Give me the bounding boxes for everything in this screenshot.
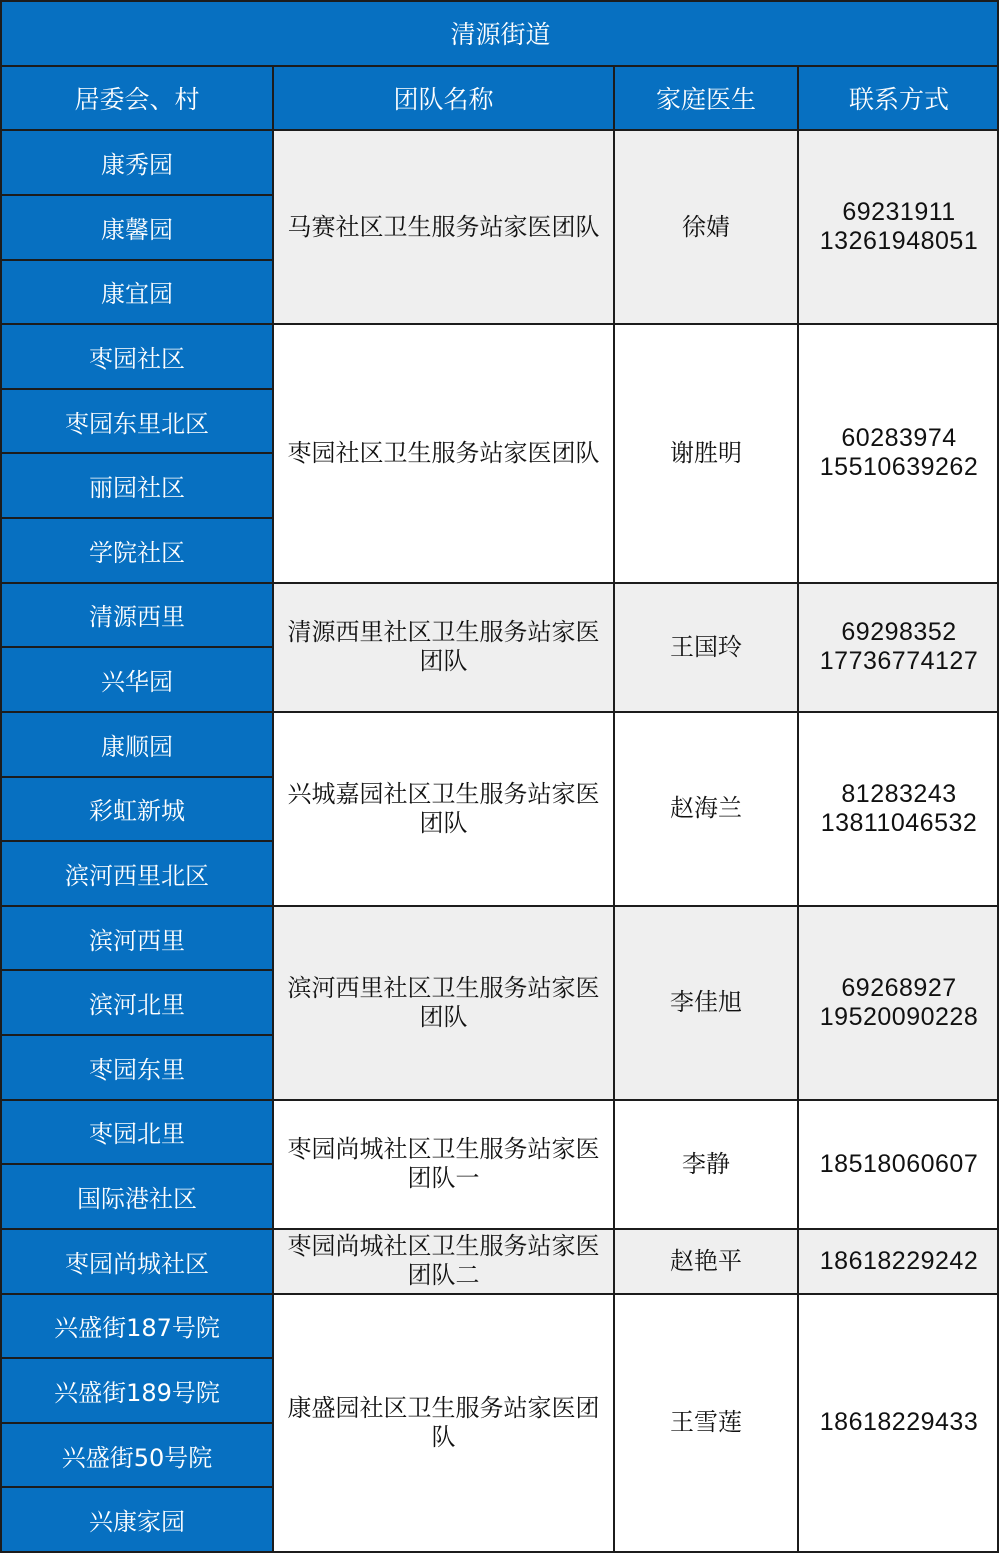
- residence-cell: 兴华园: [1, 647, 273, 712]
- street-title: 清源街道: [1, 1, 999, 66]
- team-name-cell: 滨河西里社区卫生服务站家医团队: [273, 906, 614, 1100]
- doctor-cell: 王雪莲: [614, 1294, 798, 1553]
- team-name-cell: 马赛社区卫生服务站家医团队: [273, 130, 614, 324]
- table-row: [1, 712, 999, 777]
- header-contact: 联系方式: [798, 66, 999, 131]
- residence-cell: 清源西里: [1, 583, 273, 648]
- residence-cell: 康馨园: [1, 195, 273, 260]
- residence-cell: 兴盛街187号院: [1, 1294, 273, 1359]
- phone-number: 15510639262: [819, 453, 979, 482]
- header-row: [1, 66, 999, 131]
- contact-cell: [798, 712, 999, 906]
- contact-cell: [798, 1229, 999, 1294]
- doctor-cell: 赵海兰: [614, 712, 798, 906]
- residence-cell: 兴康家园: [1, 1487, 273, 1552]
- residence-cell: 兴盛街189号院: [1, 1358, 273, 1423]
- table-row: [1, 1294, 999, 1359]
- table-row: [1, 583, 999, 648]
- residence-cell: 康宜园: [1, 260, 273, 325]
- residence-cell: 兴盛街50号院: [1, 1423, 273, 1488]
- doctor-cell: 徐婧: [614, 130, 798, 324]
- residence-cell: 枣园社区: [1, 324, 273, 389]
- phone-number: 18618229433: [819, 1408, 979, 1437]
- contact-cell: [798, 906, 999, 1100]
- residence-cell: 枣园东里: [1, 1035, 273, 1100]
- team-name-cell: 清源西里社区卫生服务站家医团队: [273, 583, 614, 712]
- residence-cell: 康秀园: [1, 130, 273, 195]
- residence-cell: 枣园北里: [1, 1100, 273, 1165]
- team-name-cell: 枣园社区卫生服务站家医团队: [273, 324, 614, 583]
- phone-number: 18618229242: [819, 1246, 979, 1275]
- phone-number: 13261948051: [819, 227, 979, 256]
- contact-cell: [798, 1100, 999, 1229]
- team-name-cell: 枣园尚城社区卫生服务站家医团队二: [273, 1229, 614, 1294]
- contact-cell: [798, 1294, 999, 1553]
- phone-number: 19520090228: [819, 1002, 979, 1031]
- residence-cell: 国际港社区: [1, 1164, 273, 1229]
- phone-number: 81283243: [841, 779, 957, 808]
- table-row: [1, 1229, 999, 1294]
- residence-cell: 滨河西里: [1, 906, 273, 971]
- team-name-cell: 兴城嘉园社区卫生服务站家医团队: [273, 712, 614, 906]
- table-row: [1, 906, 999, 971]
- table-row: [1, 130, 999, 195]
- table-row: [1, 1100, 999, 1165]
- phone-number: 18518060607: [819, 1149, 979, 1178]
- phone-number: 69268927: [841, 973, 957, 1002]
- doctor-cell: 王国玲: [614, 583, 798, 712]
- phone-number: 69231911: [842, 198, 956, 227]
- team-name-cell: 康盛园社区卫生服务站家医团队: [273, 1294, 614, 1553]
- phone-number: 60283974: [841, 424, 957, 453]
- residence-cell: 枣园尚城社区: [1, 1229, 273, 1294]
- residence-cell: 丽园社区: [1, 453, 273, 518]
- header-doctor: 家庭医生: [614, 66, 798, 131]
- residence-cell: 枣园东里北区: [1, 389, 273, 454]
- residence-cell: 滨河西里北区: [1, 841, 273, 906]
- doctor-cell: 李静: [614, 1100, 798, 1229]
- doctor-cell: 李佳旭: [614, 906, 798, 1100]
- phone-number: 69298352: [841, 618, 957, 647]
- contact-cell: [798, 324, 999, 583]
- residence-cell: 学院社区: [1, 518, 273, 583]
- title-row: [1, 1, 999, 66]
- phone-number: 17736774127: [819, 647, 979, 676]
- table-row: [1, 324, 999, 389]
- phone-number: 13811046532: [820, 808, 978, 837]
- doctor-cell: 谢胜明: [614, 324, 798, 583]
- residence-cell: 康顺园: [1, 712, 273, 777]
- header-team: 团队名称: [273, 66, 614, 131]
- residence-cell: 彩虹新城: [1, 777, 273, 842]
- doctor-cell: 赵艳平: [614, 1229, 798, 1294]
- residence-cell: 滨河北里: [1, 970, 273, 1035]
- contact-cell: [798, 583, 999, 712]
- team-name-cell: 枣园尚城社区卫生服务站家医团队一: [273, 1100, 614, 1229]
- header-residence: 居委会、村: [1, 66, 273, 131]
- contact-cell: [798, 130, 999, 324]
